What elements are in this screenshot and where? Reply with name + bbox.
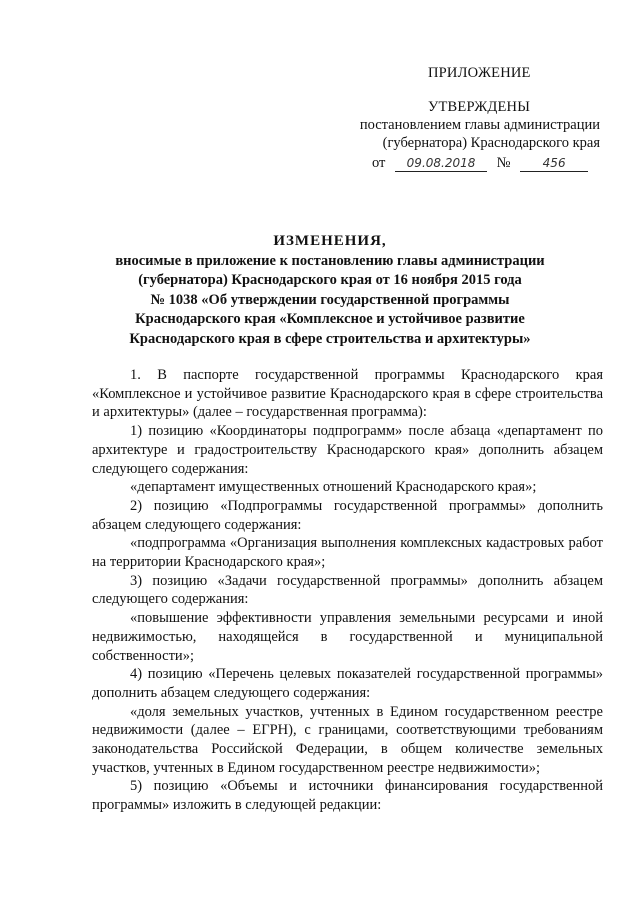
body-paragraph: «департамент имущественных отношений Краснодарского края»;	[130, 479, 537, 496]
title-line: Краснодарского края в сфере строительства и архитектуры»	[129, 330, 531, 347]
title-main: ИЗМЕНЕНИЯ,	[273, 233, 387, 249]
body-paragraph: 1) позицию «Координаторы подпрограмм» после абзаца «департамент по архитектуре и градостроительству Краснодарского края» дополнить абзацем следующего содержания:	[92, 423, 603, 477]
handwritten-number: 456	[520, 155, 588, 172]
body-paragraph: «повышение эффективности управления земельными ресурсами и иной недвижимостью, находящейся в государственной и муниципальной собственности»;	[92, 610, 603, 664]
title-line: (губернатора) Краснодарского края от 16 ноября 2015 года	[138, 272, 522, 288]
body-paragraph: 1. В паспорте государственной программы Краснодарского края «Комплексное и устойчивое развитие Краснодарского края в сфере строительства и архитектуры» (далее – государственная программа):	[92, 367, 603, 421]
body-paragraph: 5) позицию «Объемы и источники финансирования государственной программы» изложить в следующей редакции:	[92, 778, 603, 814]
title-line: вносимые в приложение к постановлению главы администрации	[115, 252, 545, 269]
appendix-heading: ПРИЛОЖЕНИЕ	[428, 65, 531, 81]
approval-line-1: постановлением главы администрации	[359, 117, 600, 133]
body-paragraph: 3) позицию «Задачи государственной программы» дополнить абзацем следующего содержания:	[92, 572, 603, 608]
document-body	[92, 366, 603, 815]
document-title	[80, 232, 580, 349]
body-paragraph: «подпрограмма «Организация выполнения комплексных кадастровых работ на территории Краснодарского края»;	[92, 535, 603, 571]
number-label: №	[496, 155, 511, 171]
body-paragraph: «доля земельных участков, учтенных в Едином государственном реестре недвижимости (далее – ЕГРН), с границами, соответствующими требованиям законодательства Российской Федерации, в общем количестве земельных участков, учтенных в Едином государственном реестре недвижимости»;	[92, 703, 603, 776]
date-label: от	[372, 155, 386, 171]
body-paragraph: 4) позицию «Перечень целевых показателей государственной программы» дополнить абзацем следующего содержания:	[92, 666, 603, 701]
title-line: Краснодарского края «Комплексное и устойчивое развитие	[135, 311, 525, 327]
approval-stamp-block	[358, 64, 608, 172]
date-number-row	[358, 154, 608, 172]
approval-line-2: (губернатора) Краснодарского края	[382, 135, 600, 151]
body-paragraph: 2) позицию «Подпрограммы государственной программы» дополнить абзацем следующего содержания:	[92, 497, 603, 533]
title-line: № 1038 «Об утверждении государственной программы	[150, 291, 510, 308]
approved-heading: УТВЕРЖДЕНЫ	[428, 99, 531, 115]
handwritten-date: 09.08.2018	[395, 155, 487, 172]
